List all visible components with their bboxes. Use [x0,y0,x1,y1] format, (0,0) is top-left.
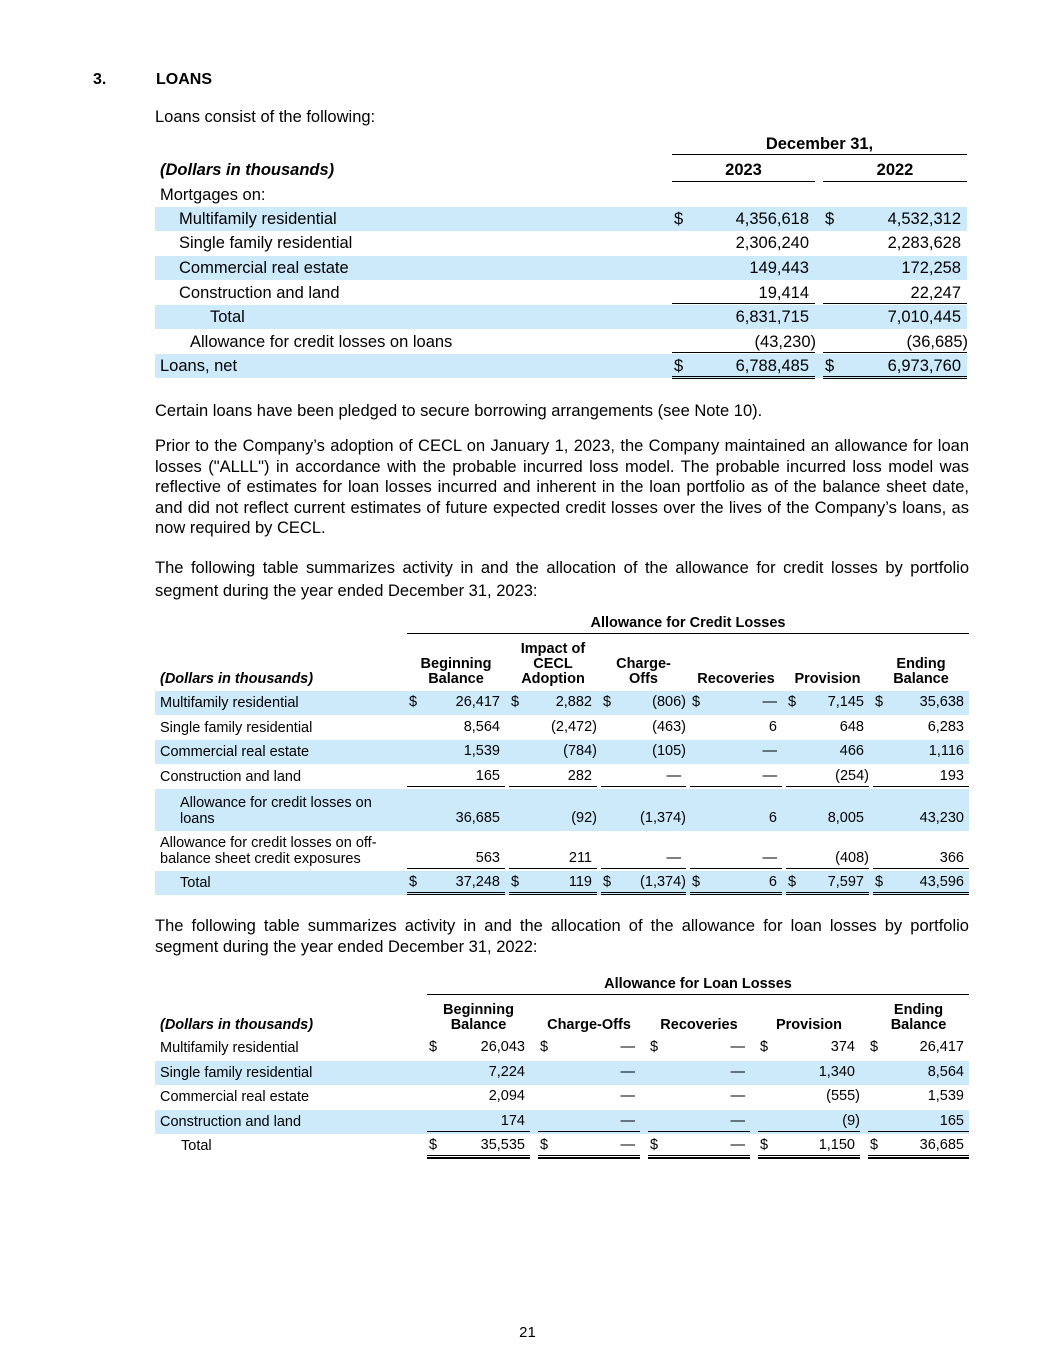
value-cell [509,871,597,895]
currency-symbol: $ [870,1137,879,1153]
value-cell [786,715,869,737]
table-row [155,1085,969,1109]
value-2022: 6,973,760 [887,357,961,375]
currency-symbol: $ [875,874,884,890]
cell-value: 7,145 [827,694,864,710]
credit-losses-2023-table [155,614,969,896]
column-header-line: Adoption [521,671,585,687]
value-cell [690,764,782,787]
table-row [155,1036,969,1060]
total-row [155,1134,969,1158]
row-label: Total [180,875,211,891]
cell-value: 2,882 [555,694,592,710]
cell-value: 211 [568,850,592,866]
cell-value: 6,283 [927,719,964,735]
column-header-line: Balance [893,671,949,687]
row-label: Multifamily residential [160,1040,299,1056]
value-2023: 6,831,715 [735,308,809,326]
value-cell [407,831,505,869]
row-label-line: Allowance for credit losses on off- [160,835,377,851]
value-cell [690,715,782,737]
value-cell [786,789,869,828]
value-cell [786,740,869,761]
cell-value: 8,564 [927,1064,964,1080]
row-label: Total [210,308,245,326]
cell-value: (1,374) [640,810,686,826]
group-header-rule [427,994,969,995]
row-label: Multifamily residential [179,210,337,228]
value-2023: (43,230) [754,333,816,351]
cell-value: 26,417 [919,1039,964,1055]
row-label-line: Allowance for credit losses on [180,795,372,811]
currency-symbol: $ [692,874,701,890]
currency-symbol: $ [692,694,701,710]
pledged-paragraph: Certain loans have been pledged to secure borrowing arrangements (see Note 10). [155,402,763,420]
row-label: Single family residential [160,720,313,736]
cell-value: 165 [939,1113,964,1129]
currency-symbol: $ [760,1137,769,1153]
cell-value: (9) [842,1113,860,1129]
value-cell [538,1110,640,1132]
currency-symbol: $ [603,694,612,710]
cell-value: (2,472) [551,719,597,735]
cell-value: 2,094 [488,1088,525,1104]
currency-symbol: $ [540,1137,549,1153]
value-2022: 172,258 [901,259,961,277]
column-header-line: Provision [775,1017,843,1033]
cell-value: 466 [839,743,864,759]
row-label: Allowance for credit losses on loans [190,333,453,351]
currency-symbol: $ [875,694,884,710]
value-cell [873,764,969,787]
value-cell [407,871,505,895]
cell-value: 6 [768,719,777,735]
cell-value: — [620,1113,635,1129]
cell-value: 1,150 [818,1137,855,1153]
allowance-row [155,330,967,354]
cell-value: 8,564 [463,719,500,735]
cell-value: 563 [475,850,500,866]
column-header-line: Ending [896,656,946,672]
value-cell [868,1061,969,1082]
net-row [155,354,967,378]
cell-value: 1,340 [818,1064,855,1080]
row-label: Loans, net [160,357,238,375]
cell-value: (555) [826,1088,860,1104]
value-cell [873,789,969,828]
value-cell [538,1036,640,1057]
cell-value: (1,374) [640,874,686,890]
value-cell [407,789,505,828]
value-cell [427,1036,530,1057]
cell-value: 648 [839,719,864,735]
table-row [155,1110,969,1134]
cell-value: — [762,694,777,710]
cell-value: — [666,850,681,866]
cell-value: — [666,768,681,784]
row-label: Construction and land [179,284,340,302]
row-label: Commercial real estate [160,1089,310,1105]
column-header-line: Beginning [420,656,492,672]
value-cell [601,691,686,712]
value-2023: 149,443 [749,259,809,277]
table-row [155,715,969,740]
value-cell [786,691,869,712]
value-cell [601,740,686,761]
cell-value: (408) [835,850,869,866]
value-cell [601,871,686,895]
cell-value: — [762,743,777,759]
value-2023: 4,356,618 [735,210,809,228]
value-cell [509,740,597,761]
value-cell [758,1085,860,1106]
currency-symbol: $ [540,1039,549,1055]
currency-symbol: $ [788,694,797,710]
row-label: Single family residential [160,1065,313,1081]
value-cell [758,1134,860,1158]
value-cell [407,740,505,761]
currency-symbol: $ [603,874,612,890]
cell-value: 43,596 [919,874,964,890]
value-cell [601,789,686,828]
period-header [672,135,967,155]
cell-value: — [730,1064,745,1080]
value-cell [601,715,686,737]
currency-symbol: $ [429,1039,438,1055]
value-cell [601,831,686,869]
group-header: Allowance for Credit Losses [590,615,786,631]
year-header-2023: 2023 [672,161,815,182]
cell-value: (806) [652,694,686,710]
column-header-line: Offs [629,671,658,687]
value-cell [758,1061,860,1082]
currency-symbol: $ [429,1137,438,1153]
currency-symbol: $ [409,694,418,710]
cell-value: — [762,850,777,866]
currency-symbol: $ [511,874,520,890]
value-cell [873,740,969,761]
column-header-line: Balance [428,671,484,687]
cell-value: 165 [475,768,500,784]
value-cell [758,1110,860,1132]
total-row [155,305,967,329]
cell-value: — [620,1064,635,1080]
value-cell [690,691,782,712]
row-label [180,795,372,827]
table-row [155,256,967,280]
cell-value: 282 [567,768,592,784]
value-2022: 7,010,445 [887,308,961,326]
cell-value: 26,043 [480,1039,525,1055]
value-cell [786,871,869,895]
cell-value: 35,535 [480,1137,525,1153]
value-cell [648,1110,750,1132]
value-cell [509,691,597,712]
cell-value: 36,685 [919,1137,964,1153]
column-header-line: Recoveries [660,1017,738,1033]
cell-value: 174 [500,1113,525,1129]
table-row [155,789,969,831]
column-header-line: Beginning [443,1002,514,1018]
cell-value: 6 [768,874,777,890]
cell-value: (92) [571,810,597,826]
table-row [155,1061,969,1085]
value-cell [873,831,969,869]
table-row [155,231,967,255]
value-cell [427,1061,530,1082]
cell-value: 26,417 [455,694,500,710]
row-label: Commercial real estate [160,744,310,760]
column-header-line: Provision [794,671,861,687]
cell-value: — [730,1113,745,1129]
cecl-paragraph: Prior to the Company’s adoption of CECL on January 1, 2023, the Company maintained an allowance for loan losses ("ALLL") in accordance with the probable incurred loss model. The probable incurred loss model was reflective of estimates for loan losses incurred and inherent in the loan portfolio as of the balance sheet date, and did not reflect current estimates of future expected credit losses over the lives of the Company’s loans, as now required by CECL. [155,437,969,537]
section-title: LOANS [156,71,212,88]
unit-label: (Dollars in thousands) [160,161,335,179]
cell-value: 1,116 [928,743,964,759]
value-cell [509,764,597,787]
column-header-line: Balance [450,1017,507,1033]
value-cell [648,1061,750,1082]
value-cell [690,740,782,761]
value-cell [873,715,969,737]
value-2022: 2,283,628 [887,234,961,252]
row-label-line: loans [180,811,215,827]
column-header-line: Impact of [520,641,586,657]
cell-value: — [620,1137,635,1153]
value-cell [538,1134,640,1158]
cell-value: 7,597 [827,874,864,890]
value-2023: 2,306,240 [735,234,809,252]
table-row [155,207,967,231]
cell-value: — [730,1088,745,1104]
row-label: Single family residential [179,234,353,252]
table-row [155,691,969,715]
cell-value: 8,005 [827,810,864,826]
table-row [155,764,969,789]
table2-intro-paragraph: The following table summarizes activity in and the allocation of the allowance for credit losses by portfolio segment during the year ended December 31, 2023: [155,559,969,600]
cell-value: 366 [939,850,964,866]
cell-value: 374 [830,1039,855,1055]
row-label: Commercial real estate [179,259,349,277]
group-header-rule [407,633,969,634]
cell-value: 37,248 [455,874,500,890]
value-cell [868,1110,969,1132]
cell-value: — [730,1039,745,1055]
value-cell [509,715,597,737]
cell-value: 35,638 [919,694,964,710]
value-cell [786,764,869,787]
value-cell [690,789,782,828]
currency-symbol: $ [674,357,684,375]
currency-symbol: $ [409,874,418,890]
value-cell [868,1134,969,1158]
value-2022: 4,532,312 [887,210,961,228]
value-cell [690,871,782,895]
value-cell [873,691,969,712]
cell-value: (784) [563,743,597,759]
group-header: Allowance for Loan Losses [604,976,792,992]
column-header-line: CECL [533,656,573,672]
value-cell [407,764,505,787]
value-cell [690,831,782,869]
cell-value: 7,224 [488,1064,525,1080]
cell-value: 43,230 [919,810,964,826]
column-header-line: Ending [893,1002,944,1018]
table-row [155,740,969,764]
value-cell [538,1085,640,1106]
table-row [155,831,969,871]
currency-symbol: $ [511,694,520,710]
row-label: Construction and land [160,1114,302,1130]
column-header-line: Charge- [616,656,671,672]
cell-value: 1,539 [927,1088,964,1104]
value-cell [427,1134,530,1158]
page-number: 21 [519,1324,536,1341]
currency-symbol: $ [674,210,684,228]
column-header-line: Balance [890,1017,947,1033]
value-cell [407,715,505,737]
cell-value: — [762,768,777,784]
value-cell [427,1085,530,1106]
column-header-line: Recoveries [697,671,775,687]
unit-label: (Dollars in thousands) [160,671,314,687]
total-row [155,871,969,895]
currency-symbol: $ [825,210,835,228]
table-row [155,281,967,305]
cell-value: 1,539 [463,743,500,759]
cell-value: (254) [835,768,869,784]
cell-value: 119 [568,874,592,890]
value-2023: 6,788,485 [735,357,809,375]
column-header-line: Charge-Offs [547,1017,631,1033]
section-number: 3. [93,71,107,88]
value-cell [509,831,597,869]
cell-value: — [620,1088,635,1104]
value-cell [758,1036,860,1057]
group-label: Mortgages on: [160,186,266,204]
cell-value: — [620,1039,635,1055]
value-cell [427,1110,530,1132]
currency-symbol: $ [870,1039,879,1055]
cell-value: 6 [768,810,777,826]
value-cell [868,1085,969,1106]
value-2023: 19,414 [758,284,809,302]
year-header-2022: 2022 [823,161,967,182]
cell-value: 193 [939,768,964,784]
value-cell [868,1036,969,1057]
period-header-text: December 31, [765,135,874,153]
cell-value: (463) [652,719,686,735]
value-cell [648,1085,750,1106]
row-label-line: balance sheet credit exposures [160,851,361,867]
cell-value: — [730,1137,745,1153]
table3-intro-paragraph: The following table summarizes activity in and the allocation of the allowance for loan losses by portfolio segment during the year ended December 31, 2022: [155,917,969,956]
value-2022: 22,247 [910,284,961,302]
value-cell [648,1134,750,1158]
currency-symbol: $ [650,1137,659,1153]
value-cell [873,871,969,895]
currency-symbol: $ [825,357,835,375]
value-cell [538,1061,640,1082]
unit-label: (Dollars in thousands) [160,1017,314,1033]
currency-symbol: $ [788,874,797,890]
row-label: Construction and land [160,769,302,785]
value-2022: (36,685) [906,333,968,351]
value-cell [407,691,505,712]
row-label [160,835,377,867]
currency-symbol: $ [760,1039,769,1055]
value-cell [648,1036,750,1057]
loan-losses-2022-table [155,975,969,1161]
value-cell [786,831,869,869]
value-cell [509,789,597,828]
cell-value: 36,685 [455,810,500,826]
intro-text: Loans consist of the following: [155,108,376,126]
value-cell [601,764,686,787]
currency-symbol: $ [650,1039,659,1055]
row-label: Total [181,1138,212,1154]
header-rule [672,154,967,155]
cell-value: (105) [652,743,686,759]
row-label: Multifamily residential [160,695,299,711]
